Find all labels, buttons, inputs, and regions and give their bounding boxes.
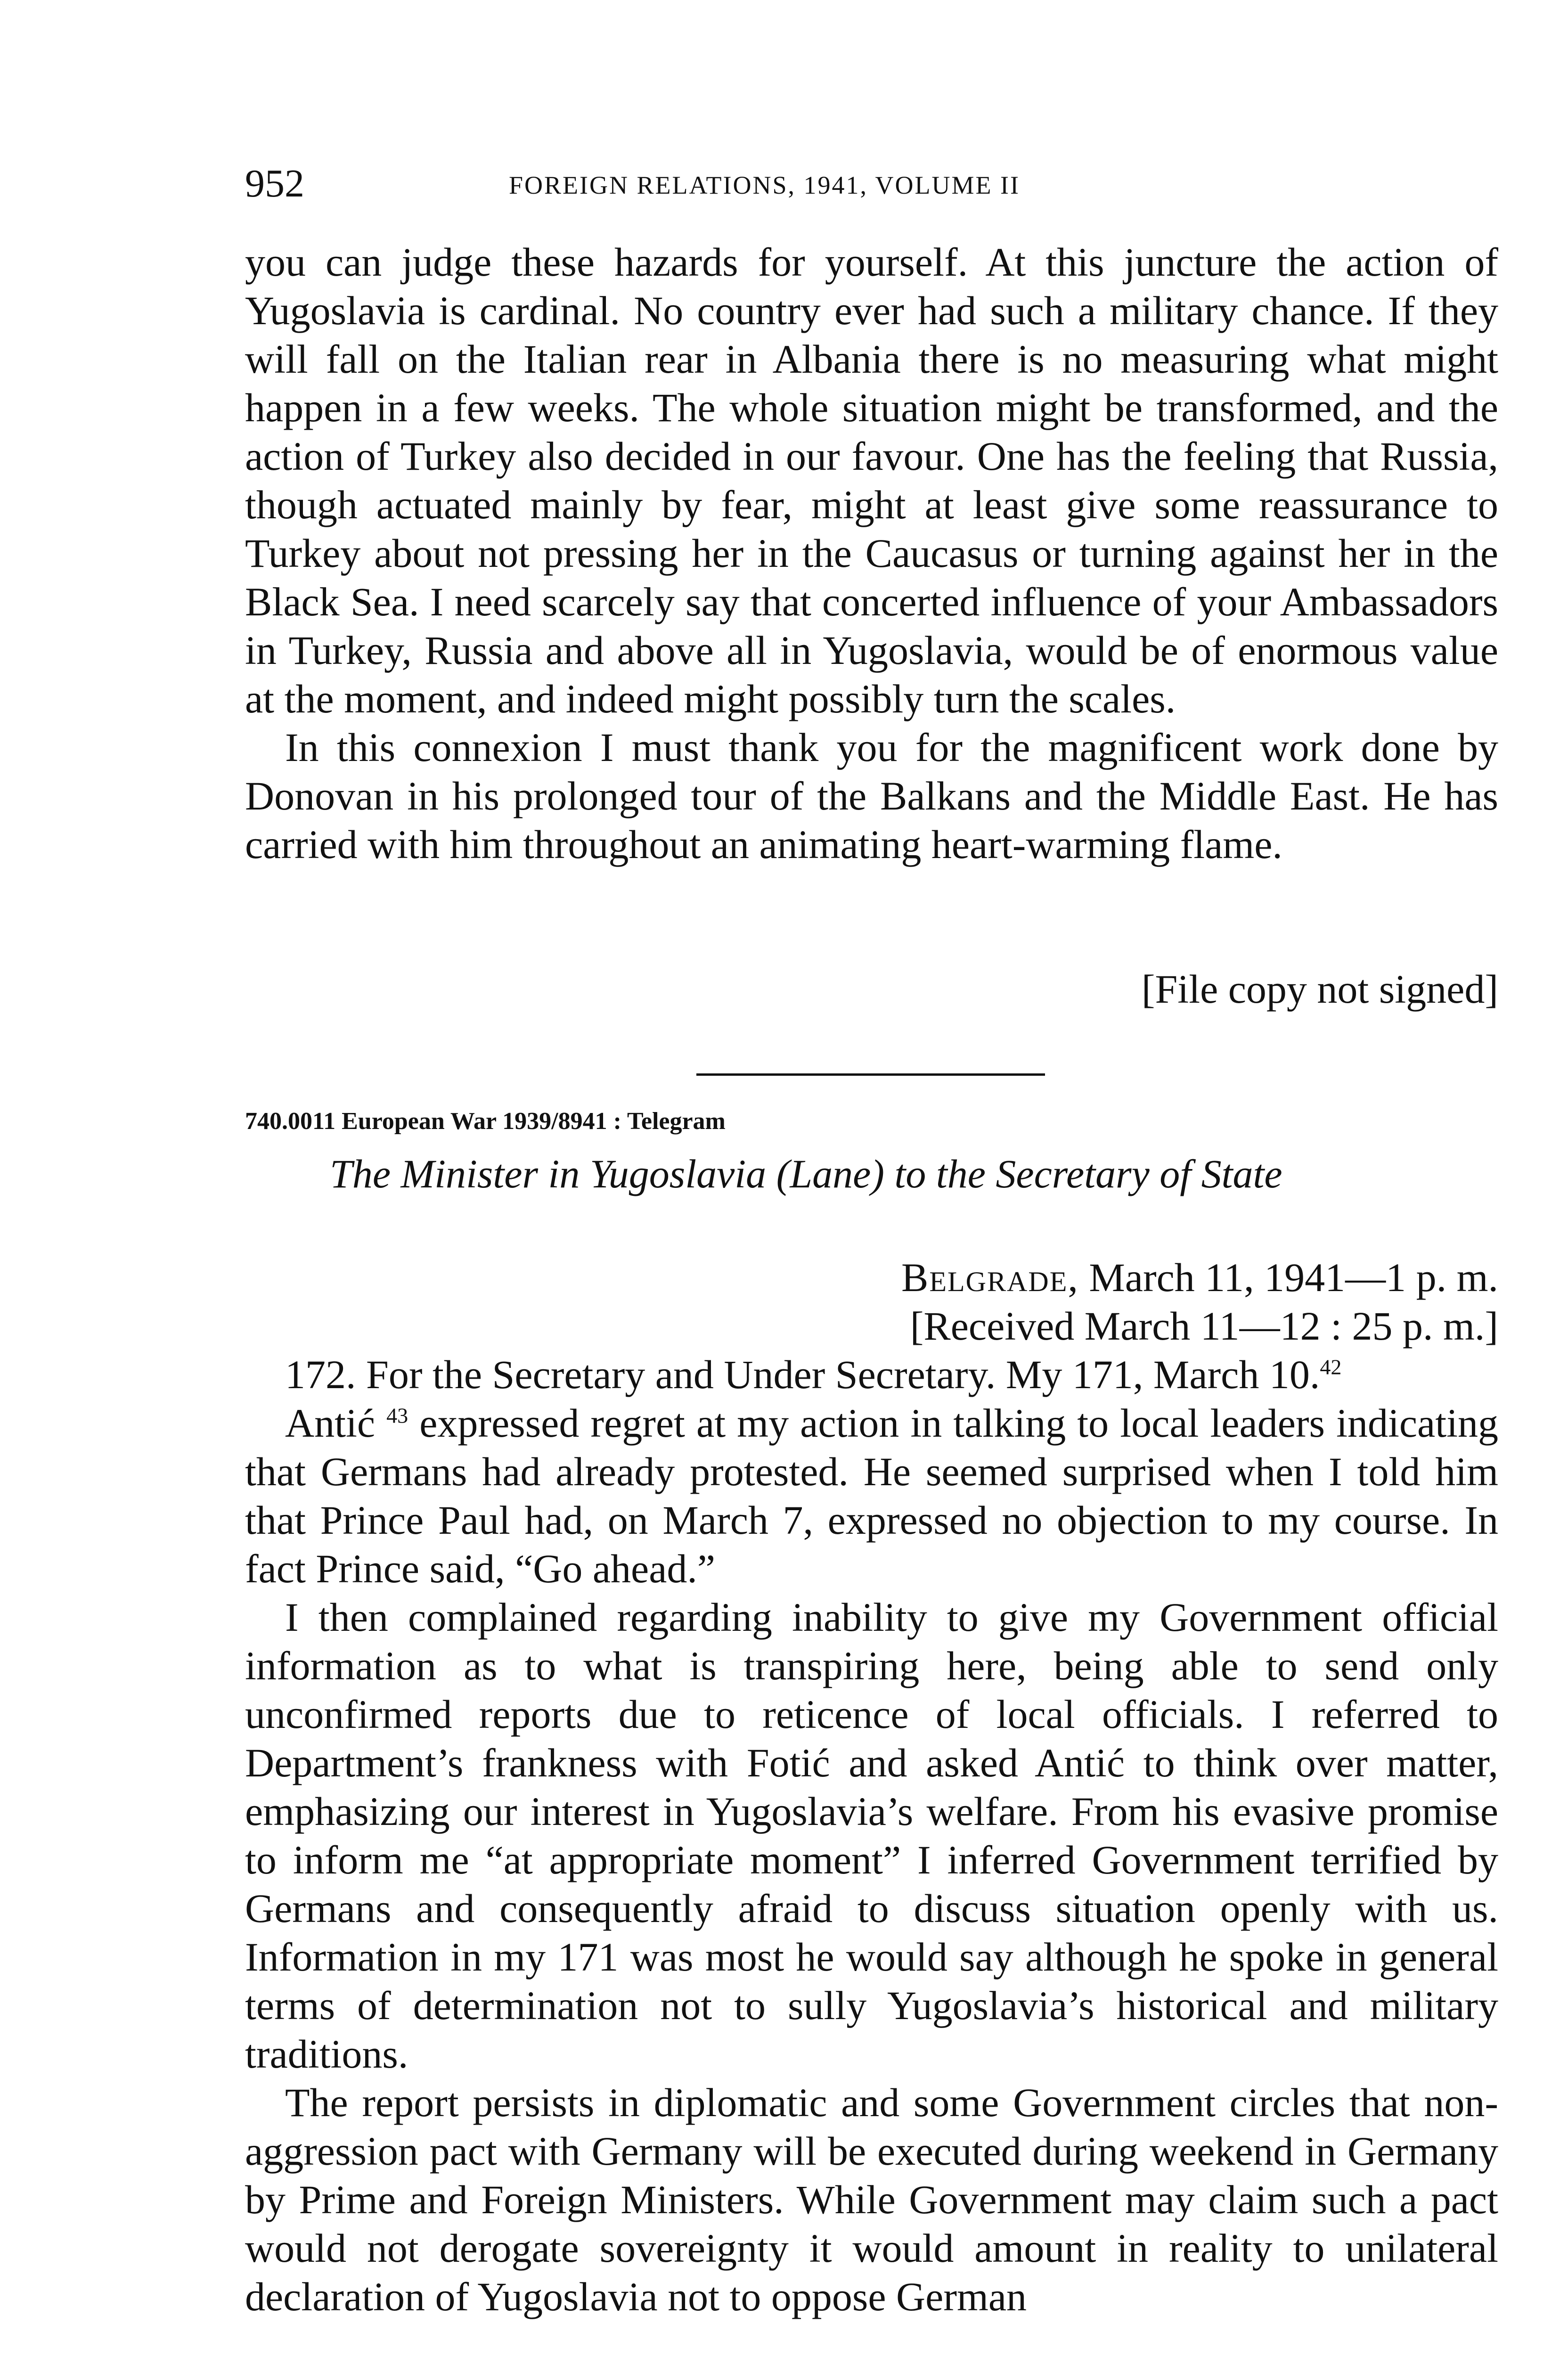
telegram-paragraph-1-text: 172. For the Secretary and Under Secretary. My 171, March 10. xyxy=(285,1352,1320,1397)
telegram-paragraph-2 xyxy=(245,1399,1498,1593)
telegram-paragraph-3: I then complained regarding inability to give my Government official information as to what is transpiring here, being able to send only unconfirmed reports due to reticence of local officials. I referred to Department’s frankness with Fotić and asked Antić to think over matter, emphasizing our interest in Yugoslavia’s welfare. From his evasive promise to inform me “at appropriate moment” I inferred Government terrified by Germans and consequently afraid to discuss situation openly with us. Information in my 171 was most he would say although he spoke in general terms of determination not to sully Yugoslavia’s historical and military traditions. xyxy=(245,1595,1498,2077)
telegram-paragraph-4: The report persists in diplomatic and some Government circles that non-aggression pact with Germany will be executed during weekend in Germany by Prime and Foreign Ministers. While Government may claim such a pact would not derogate sovereignty it would amount in reality to unilateral declaration of Yugoslavia not to oppose German xyxy=(245,2080,1498,2319)
document-title: The Minister in Yugoslavia (Lane) to the Secretary of State xyxy=(330,1151,1282,1196)
continued-paragraph: you can judge these hazards for yourself. At this juncture the action of Yugoslavia is cardinal. No country ever had such a military chance. If they will fall on the Italian rear in Albania there is no measuring what might happen in a few weeks. The whole situation might be transformed, and the action of Turkey also decided in our favour. One has the feeling that Russia, though actuated mainly by fear, might at least give some reassurance to Turkey about not pressing her in the Caucasus or turning against her in the Black Sea. I need scarcely say that concerted influence of your Ambassadors in Turkey, Russia and above all in Yugoslavia, would be of enormous value at the moment, and indeed might possibly turn the scales. xyxy=(245,239,1498,721)
telegram-paragraph-1 xyxy=(245,1350,1498,1399)
file-number: 740.0011 European War 1939/8941 : Telegram xyxy=(245,1108,726,1135)
running-title: FOREIGN RELATIONS, 1941, VOLUME II xyxy=(509,171,1020,199)
footnote-ref-42: 42 xyxy=(1320,1355,1342,1379)
running-header xyxy=(245,160,1508,212)
telegram-paragraph-2-start: Antić xyxy=(285,1400,376,1446)
section-divider xyxy=(696,1073,1045,1076)
telegram-body xyxy=(245,1350,1498,2321)
donovan-paragraph: In this connexion I must thank you for the magnificent work done by Donovan in his prolonged tour of the Balkans and the Middle East. He has carried with him throughout an animating heart-warming flame. xyxy=(245,725,1498,867)
continued-letter xyxy=(245,238,1498,869)
dateline-date: March 11, 1941—1 p. m. xyxy=(1078,1255,1498,1300)
file-copy-note: [File copy not signed] xyxy=(1141,966,1498,1012)
dateline-city: Belgrade, xyxy=(901,1255,1079,1300)
dateline xyxy=(901,1253,1498,1302)
page-number: 952 xyxy=(245,162,304,205)
received-line: [Received March 11—12 : 25 p. m.] xyxy=(910,1303,1498,1349)
telegram-paragraph-2-rest: expressed regret at my action in talking to local leaders indicating that Germans had already protested. He seemed surprised when I told him that Prince Paul had, on March 7, expressed no objection to my course. In fact Prince said, “Go ahead.” xyxy=(245,1400,1498,1591)
footnote-ref-43: 43 xyxy=(386,1403,408,1428)
